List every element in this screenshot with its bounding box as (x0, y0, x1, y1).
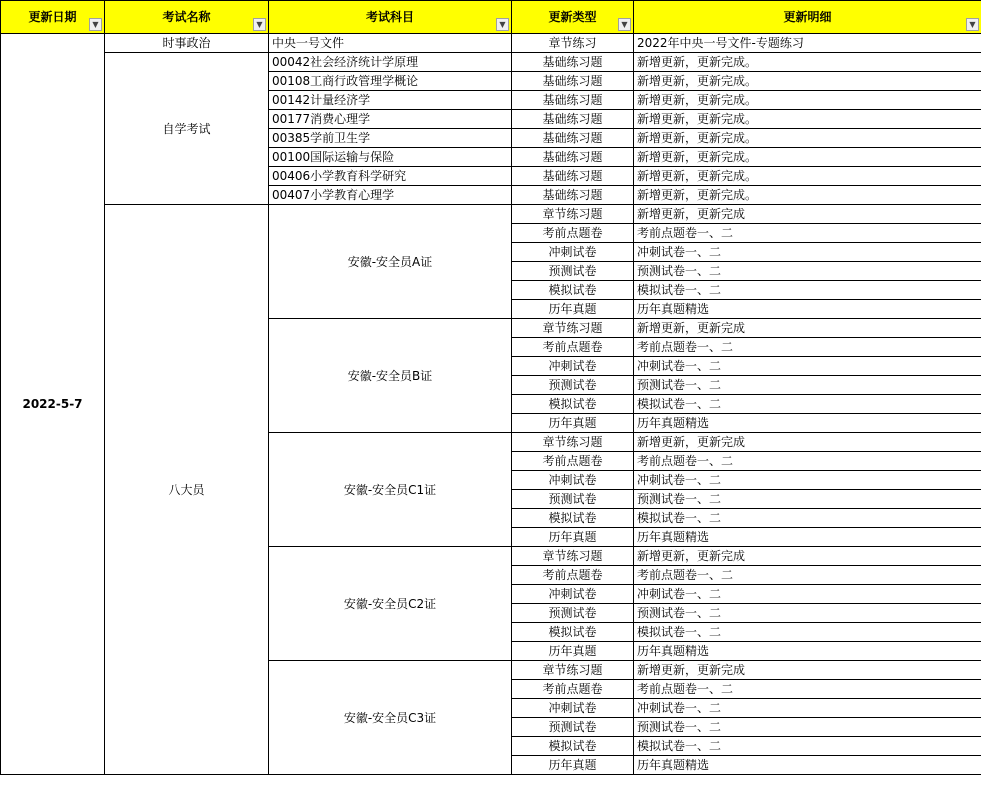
update-type-cell[interactable]: 基础练习题 (512, 53, 634, 72)
subject-cell[interactable]: 安徽-安全员C2证 (269, 547, 512, 661)
update-detail-cell[interactable]: 模拟试卷一、二 (634, 281, 981, 300)
update-type-cell[interactable]: 预测试卷 (512, 718, 634, 737)
update-date-cell[interactable]: 2022-5-7 (1, 34, 105, 775)
update-type-cell[interactable]: 基础练习题 (512, 186, 634, 205)
update-detail-cell[interactable]: 新增更新，更新完成 (634, 205, 981, 224)
header-type-label: 更新类型 (548, 10, 597, 24)
update-detail-cell[interactable]: 新增更新，更新完成。 (634, 167, 981, 186)
header-exam (105, 1, 269, 34)
exam-name-cell[interactable]: 自学考试 (105, 53, 269, 205)
update-type-cell[interactable]: 预测试卷 (512, 376, 634, 395)
subject-cell[interactable]: 安徽-安全员C1证 (269, 433, 512, 547)
update-detail-cell[interactable]: 预测试卷一、二 (634, 604, 981, 623)
update-type-cell[interactable]: 模拟试卷 (512, 623, 634, 642)
subject-cell[interactable]: 00406小学教育科学研究 (269, 167, 512, 186)
exam-name-cell[interactable]: 八大员 (105, 205, 269, 775)
update-type-cell[interactable]: 章节练习题 (512, 319, 634, 338)
update-detail-cell[interactable]: 考前点题卷一、二 (634, 680, 981, 699)
subject-cell[interactable]: 00042社会经济统计学原理 (269, 53, 512, 72)
exam-name-cell[interactable]: 时事政治 (105, 34, 269, 53)
update-type-cell[interactable]: 考前点题卷 (512, 452, 634, 471)
update-detail-cell[interactable]: 历年真题精选 (634, 756, 981, 775)
update-detail-cell[interactable]: 新增更新，更新完成。 (634, 72, 981, 91)
header-type (512, 1, 634, 34)
update-detail-cell[interactable]: 模拟试卷一、二 (634, 509, 981, 528)
subject-cell[interactable]: 00177消费心理学 (269, 110, 512, 129)
table-row (1, 205, 981, 224)
update-detail-cell[interactable]: 模拟试卷一、二 (634, 395, 981, 414)
update-type-cell[interactable]: 冲刺试卷 (512, 471, 634, 490)
update-type-cell[interactable]: 考前点题卷 (512, 338, 634, 357)
update-detail-cell[interactable]: 模拟试卷一、二 (634, 737, 981, 756)
table-row (1, 34, 981, 53)
header-date (1, 1, 105, 34)
subject-cell[interactable]: 安徽-安全员C3证 (269, 661, 512, 775)
update-detail-cell[interactable]: 预测试卷一、二 (634, 490, 981, 509)
subject-cell[interactable]: 00108工商行政管理学概论 (269, 72, 512, 91)
update-type-cell[interactable]: 章节练习题 (512, 433, 634, 452)
update-type-cell[interactable]: 历年真题 (512, 414, 634, 433)
header-exam-label: 考试名称 (162, 10, 211, 24)
update-type-cell[interactable]: 冲刺试卷 (512, 699, 634, 718)
update-detail-cell[interactable]: 考前点题卷一、二 (634, 566, 981, 585)
update-detail-cell[interactable]: 考前点题卷一、二 (634, 224, 981, 243)
update-type-cell[interactable]: 基础练习题 (512, 72, 634, 91)
subject-cell[interactable]: 安徽-安全员B证 (269, 319, 512, 433)
update-detail-cell[interactable]: 新增更新，更新完成。 (634, 186, 981, 205)
update-type-cell[interactable]: 章节练习题 (512, 205, 634, 224)
subject-cell[interactable]: 00100国际运输与保险 (269, 148, 512, 167)
dropdown-arrow-icon[interactable]: ▼ (253, 18, 266, 31)
update-type-cell[interactable]: 章节练习题 (512, 547, 634, 566)
update-detail-cell[interactable]: 预测试卷一、二 (634, 262, 981, 281)
update-detail-cell[interactable]: 考前点题卷一、二 (634, 452, 981, 471)
update-type-cell[interactable]: 冲刺试卷 (512, 585, 634, 604)
update-type-cell[interactable]: 考前点题卷 (512, 680, 634, 699)
subject-cell[interactable]: 00385学前卫生学 (269, 129, 512, 148)
update-detail-cell[interactable]: 新增更新，更新完成。 (634, 129, 981, 148)
update-detail-cell[interactable]: 新增更新，更新完成。 (634, 53, 981, 72)
header-detail (634, 1, 981, 34)
update-type-cell[interactable]: 基础练习题 (512, 129, 634, 148)
update-type-cell[interactable]: 冲刺试卷 (512, 243, 634, 262)
update-detail-cell[interactable]: 历年真题精选 (634, 414, 981, 433)
update-type-cell[interactable]: 基础练习题 (512, 110, 634, 129)
update-detail-cell[interactable]: 新增更新，更新完成。 (634, 91, 981, 110)
update-type-cell[interactable]: 历年真题 (512, 300, 634, 319)
update-detail-cell[interactable]: 冲刺试卷一、二 (634, 471, 981, 490)
update-detail-cell[interactable]: 历年真题精选 (634, 642, 981, 661)
update-type-cell[interactable]: 考前点题卷 (512, 224, 634, 243)
update-detail-cell[interactable]: 新增更新，更新完成。 (634, 110, 981, 129)
subject-cell[interactable]: 中央一号文件 (269, 34, 512, 53)
subject-cell[interactable]: 00142计量经济学 (269, 91, 512, 110)
update-detail-cell[interactable]: 新增更新，更新完成。 (634, 148, 981, 167)
update-detail-cell[interactable]: 2022年中央一号文件-专题练习 (634, 34, 981, 53)
update-type-cell[interactable]: 基础练习题 (512, 167, 634, 186)
header-date-label: 更新日期 (28, 10, 77, 24)
update-detail-cell[interactable]: 冲刺试卷一、二 (634, 243, 981, 262)
update-type-cell[interactable]: 预测试卷 (512, 262, 634, 281)
update-type-cell[interactable]: 基础练习题 (512, 148, 634, 167)
header-detail-label: 更新明细 (783, 10, 832, 24)
update-detail-cell[interactable]: 冲刺试卷一、二 (634, 699, 981, 718)
update-type-cell[interactable]: 冲刺试卷 (512, 357, 634, 376)
update-type-cell[interactable]: 历年真题 (512, 528, 634, 547)
update-detail-cell[interactable]: 新增更新，更新完成 (634, 319, 981, 338)
dropdown-arrow-icon[interactable]: ▼ (496, 18, 509, 31)
update-type-cell[interactable]: 历年真题 (512, 756, 634, 775)
subject-cell[interactable]: 00407小学教育心理学 (269, 186, 512, 205)
update-detail-cell[interactable]: 预测试卷一、二 (634, 718, 981, 737)
update-type-cell[interactable]: 模拟试卷 (512, 395, 634, 414)
update-detail-cell[interactable]: 冲刺试卷一、二 (634, 357, 981, 376)
update-detail-cell[interactable]: 新增更新，更新完成 (634, 433, 981, 452)
update-detail-cell[interactable]: 预测试卷一、二 (634, 376, 981, 395)
update-type-cell[interactable]: 预测试卷 (512, 490, 634, 509)
dropdown-arrow-icon[interactable]: ▼ (618, 18, 631, 31)
update-type-cell[interactable]: 模拟试卷 (512, 509, 634, 528)
update-type-cell[interactable]: 模拟试卷 (512, 281, 634, 300)
table-row (1, 53, 981, 72)
header-row (1, 1, 981, 34)
update-type-cell[interactable]: 章节练习 (512, 34, 634, 53)
update-type-cell[interactable]: 模拟试卷 (512, 737, 634, 756)
update-detail-cell[interactable]: 冲刺试卷一、二 (634, 585, 981, 604)
table-body (1, 34, 981, 775)
update-detail-cell[interactable]: 模拟试卷一、二 (634, 623, 981, 642)
update-detail-cell[interactable]: 历年真题精选 (634, 300, 981, 319)
filter-active-icon[interactable]: ▼ (89, 18, 102, 31)
update-detail-cell[interactable]: 新增更新，更新完成 (634, 547, 981, 566)
dropdown-arrow-icon[interactable]: ▼ (966, 18, 979, 31)
update-type-cell[interactable]: 基础练习题 (512, 91, 634, 110)
update-detail-cell[interactable]: 新增更新，更新完成 (634, 661, 981, 680)
update-type-cell[interactable]: 考前点题卷 (512, 566, 634, 585)
header-subject-label: 考试科目 (365, 10, 414, 24)
update-detail-cell[interactable]: 考前点题卷一、二 (634, 338, 981, 357)
update-detail-cell[interactable]: 历年真题精选 (634, 528, 981, 547)
update-type-cell[interactable]: 预测试卷 (512, 604, 634, 623)
header-subject (269, 1, 512, 34)
subject-cell[interactable]: 安徽-安全员A证 (269, 205, 512, 319)
update-type-cell[interactable]: 章节练习题 (512, 661, 634, 680)
update-type-cell[interactable]: 历年真题 (512, 642, 634, 661)
